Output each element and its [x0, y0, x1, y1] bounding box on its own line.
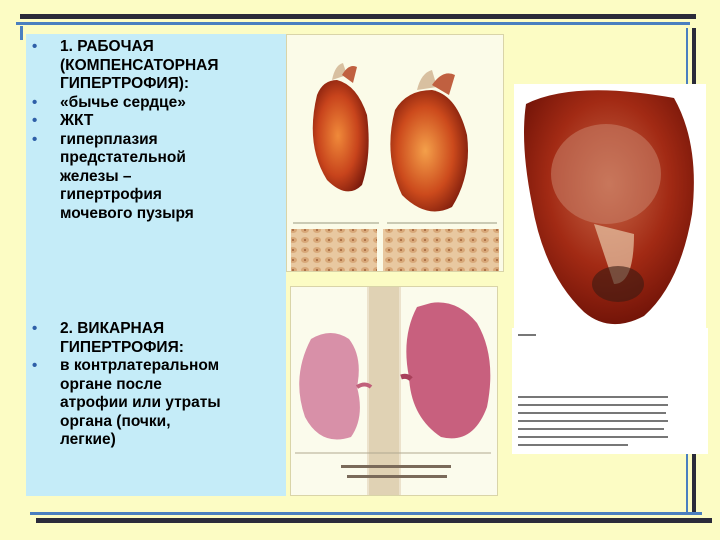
- bullet-icon: •: [32, 112, 38, 129]
- frame-bottom-dark: [36, 518, 712, 523]
- caption-line: [518, 444, 628, 446]
- kidneys-illustration: [290, 286, 498, 496]
- figure-caption-card: [512, 328, 708, 454]
- bullet-icon: •: [32, 320, 38, 337]
- bullet-item: • 1. РАБОЧАЯ (КОМПЕНСАТОРНАЯ ГИПЕРТРОФИЯ):: [32, 38, 219, 92]
- bullet-icon: •: [32, 38, 38, 55]
- bullet-icon: •: [32, 130, 38, 148]
- caption-line: [518, 334, 536, 336]
- bullet-item: • 2. ВИКАРНАЯ ГИПЕРТРОФИЯ:: [32, 320, 184, 356]
- frame-top-blue: [16, 22, 690, 25]
- bullet-icon: •: [32, 93, 38, 111]
- bullet-item: • «бычье сердце»: [32, 93, 186, 111]
- bullet-item: • гиперплазия предстательной железы – гипертрофия мочевого пузыря: [32, 130, 194, 222]
- frame-left-tick: [20, 26, 23, 40]
- bullet-item: • в контрлатеральном органе после атрофии или утраты органа (почки, легкие): [32, 357, 221, 448]
- frame-bottom-blue: [30, 512, 702, 515]
- caption-line: [518, 436, 668, 438]
- frame-top-dark: [20, 14, 696, 19]
- text-panel: [26, 34, 286, 496]
- caption-line: [518, 428, 664, 430]
- caption-line: [518, 420, 668, 422]
- caption-line: [518, 396, 668, 398]
- caption-line: [518, 412, 666, 414]
- bullet-item: • ЖКТ: [32, 112, 94, 129]
- prostate-specimen-photo: [514, 84, 706, 332]
- bullet-list-vicarious-hypertrophy: [30, 320, 284, 450]
- caption-line: [518, 404, 668, 406]
- hearts-illustration: [286, 34, 504, 272]
- bullet-icon: •: [32, 357, 38, 374]
- bullet-list-working-hypertrophy: [30, 38, 284, 223]
